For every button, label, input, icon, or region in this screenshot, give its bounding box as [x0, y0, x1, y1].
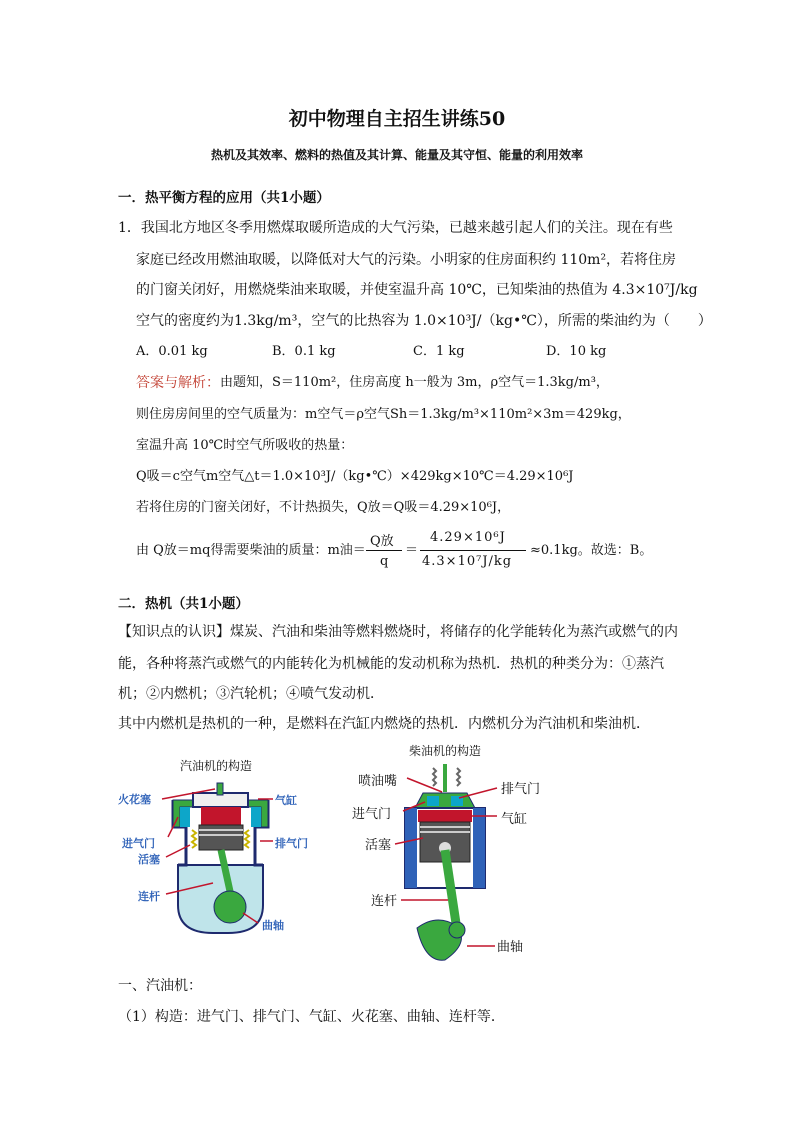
- equals-sign: ＝: [405, 543, 419, 558]
- gasoline-engine-title: 汽油机的构造: [180, 759, 253, 773]
- question-line-4: 空气的密度约为1.3kg/m³，空气的比热容为 1.0×10³J/（kg•℃），所需的柴油约为（ ）: [136, 313, 712, 329]
- fraction-denominator: q: [380, 554, 389, 569]
- fraction-qfang-over-q: [366, 530, 406, 574]
- fraction-numerator: 4.29×10⁶J: [430, 530, 506, 545]
- knowledge-line-2: 能，各种将蒸汽或燃气的内能转化为机械能的发动机称为热机．热机的种类分为：①蒸汽: [118, 656, 664, 672]
- answer-line-7: ≈0.1kg。故选：B。: [530, 543, 653, 558]
- label-cylinder: 气缸: [275, 794, 297, 807]
- fraction-values: [420, 530, 530, 574]
- answer-line-6: 由 Q放＝mq得需要柴油的质量：m油＝: [136, 543, 366, 558]
- option-b: B．0.1 kg: [272, 344, 336, 359]
- label-cylinder: 气缸: [501, 812, 528, 827]
- label-spark-plug: 火花塞: [118, 793, 151, 806]
- knowledge-line-4: 其中内燃机是热机的一种，是燃料在汽缸内燃烧的热机．内燃机分为汽油机和柴油机．: [118, 716, 650, 732]
- question-line-2: 家庭已经改用燃油取暖，以降低对大气的污染。小明家的住房面积约 110m²，若将住房: [136, 252, 677, 268]
- answer-line-1: 由题知，S＝110m²，住房高度 h一般为 3m，ρ空气＝1.3kg/m³，: [220, 375, 609, 390]
- section-heading-2: 二．热机（共1小题）: [118, 596, 249, 612]
- answer-line-2: 则住房房间里的空气质量为：m空气＝ρ空气Sh＝1.3kg/m³×110m²×3m＝429kg，: [136, 407, 631, 422]
- gasoline-engine-diagram: [118, 755, 318, 945]
- answer-line-3: 室温升高 10℃时空气所吸收的热量：: [136, 438, 354, 453]
- answer-line-4: Q吸＝c空气m空气△t＝1.0×10³J/（kg•℃）×429kg×10℃＝4.29×10⁶J: [136, 469, 574, 484]
- fraction-bar: [366, 550, 402, 551]
- fraction-bar: [420, 550, 526, 551]
- label-intake-valve: 进气门: [352, 807, 392, 822]
- answer-label: 答案与解析：: [136, 375, 220, 391]
- diesel-engine-diagram: [345, 738, 575, 970]
- label-piston: 活塞: [365, 838, 392, 853]
- page-subtitle: 热机及其效率、燃料的热值及其计算、能量及其守恒、能量的利用效率: [210, 148, 583, 162]
- knowledge-line-3: 机；②内燃机；③汽轮机；④喷气发动机．: [118, 686, 384, 702]
- page-title: 初中物理自主招生讲练50: [288, 108, 506, 130]
- question-line-3: 的门窗关闭好，用燃烧柴油来取暖，并使室温升高 10℃，已知柴油的热值为 4.3×10⁷J/kg: [136, 282, 698, 298]
- question-line-1: 1．我国北方地区冬季用燃煤取暖所造成的大气污染，已越来越引起人们的关注。现在有些: [118, 220, 673, 236]
- label-intake-valve: 进气门: [122, 837, 155, 850]
- label-crankshaft: 曲轴: [262, 919, 284, 932]
- knowledge-line-1: 【知识点的认识】煤炭、汽油和柴油等燃料燃烧时，将储存的化学能转化为蒸汽或燃气的内: [118, 624, 678, 640]
- answer-line-5: 若将住房的门窗关闭好，不计热损失，Q放＝Q吸＝4.29×10⁶J，: [136, 500, 511, 515]
- option-a: A．0.01 kg: [136, 344, 208, 359]
- label-connecting-rod: 连杆: [371, 894, 398, 909]
- label-exhaust-valve: 排气门: [275, 837, 308, 850]
- diesel-engine-title: 柴油机的构造: [409, 744, 482, 758]
- option-d: D．10 kg: [546, 344, 607, 359]
- structure-line: （1）构造：进气门、排气门、气缸、火花塞、曲轴、连杆等．: [118, 1009, 505, 1025]
- fraction-denominator: 4.3×10⁷J/kg: [422, 554, 513, 569]
- label-injector: 喷油嘴: [358, 774, 398, 789]
- section-heading-3: 一、汽油机：: [118, 978, 202, 994]
- section-heading-1: 一．热平衡方程的应用（共1小题）: [118, 190, 330, 206]
- label-connecting-rod: 连杆: [138, 890, 160, 903]
- fraction-numerator: Q放: [370, 534, 394, 549]
- label-crankshaft: 曲轴: [497, 940, 524, 955]
- label-exhaust-valve: 排气门: [501, 782, 541, 797]
- option-c: C．1 kg: [413, 344, 465, 359]
- label-piston: 活塞: [138, 853, 160, 866]
